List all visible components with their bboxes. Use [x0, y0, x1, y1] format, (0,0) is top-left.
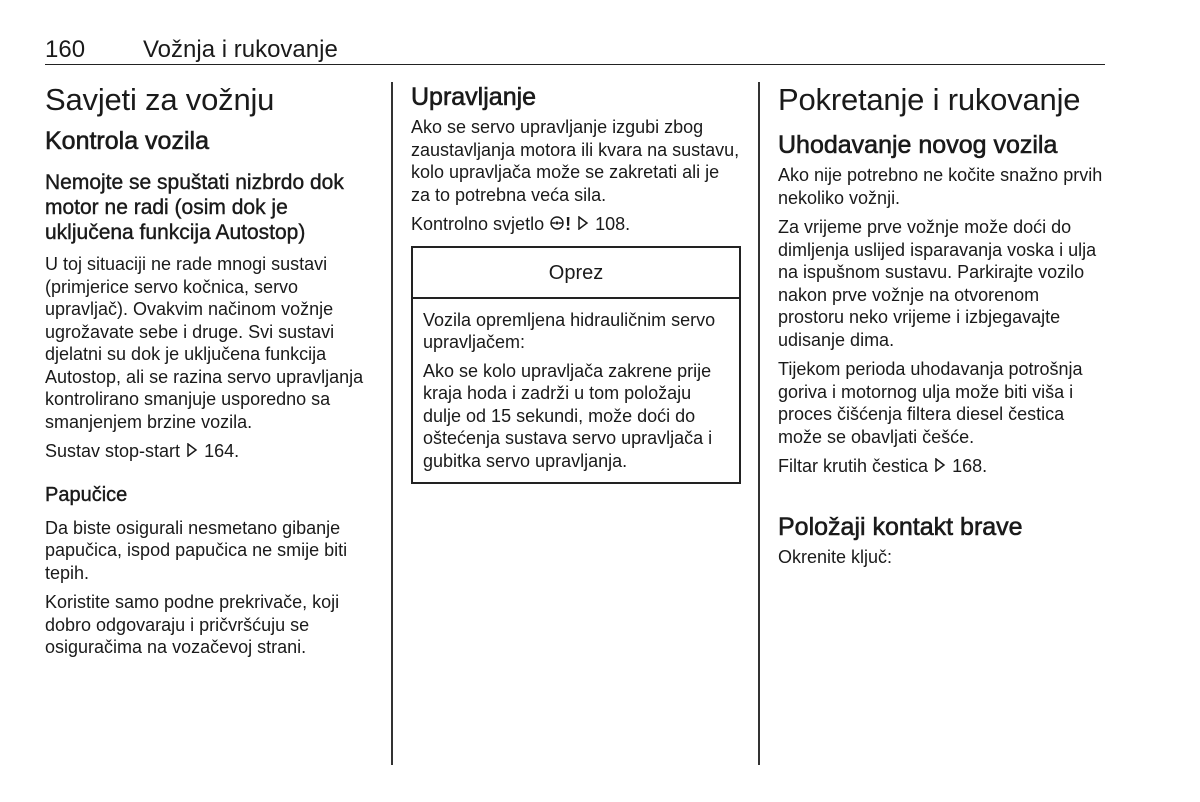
reference-page: 168.	[952, 456, 988, 476]
cross-reference: Sustav stop-start 164.	[45, 441, 240, 461]
arrow-reference-icon	[185, 440, 199, 463]
paragraph: Da biste osigurali nesmetano gibanje papučica, ispod papučica ne smije biti tepih.	[45, 517, 348, 583]
subsection-heading-pedals: Papučice	[45, 483, 128, 506]
section-title: Pokretanje i rukovanje	[778, 82, 1081, 117]
column-divider-2	[758, 82, 760, 765]
caution-paragraph: Ako se kolo upravljača zakrene prije kraja hoda i zadrži u tom položaju dulje od 15 sekundi, može doći do oštećenja sustava servo upravljača i gubitka servo upravljanja.	[423, 360, 713, 471]
reference-page: 108.	[595, 214, 631, 234]
page-number: 160	[45, 36, 86, 63]
paragraph: Ako nije potrebno ne kočite snažno prvih nekoliko vožnji.	[778, 165, 1103, 208]
caution-body	[413, 299, 739, 483]
column-left	[45, 82, 375, 666]
paragraph: Tijekom perioda uhodavanja potrošnja goriva i motornog ulja može biti viša i proces čišćenja filtera diesel čestica može se obavljati češće.	[778, 359, 1083, 447]
subsection-title: Položaji kontakt brave	[778, 512, 1023, 541]
warning-heading: Nemojte se spuštati nizbrdo dok motor ne radi (osim dok je uključena funkcija Autostop)	[45, 171, 344, 244]
steering-heading: Upravljanje	[411, 83, 537, 111]
paragraph: Ako se servo upravljanje izgubi zbog zaustavljanja motora ili kvara na sustavu, kolo upravljača može se zakretati ali je za to potrebna veća sila.	[411, 117, 740, 205]
subsection-title: Kontrola vozila	[45, 127, 209, 155]
column-middle	[411, 82, 741, 484]
paragraph: Za vrijeme prve vožnje može doći do dimljenja uslijed isparavanja voska i ulja na ispušnom sustavu. Parkirajte vozilo nakon prve vožnje na otvorenom prostoru neko vrijeme i izbjegavajte udisanje dima.	[778, 217, 1097, 350]
page-header	[45, 36, 1105, 65]
paragraph: Okrenite ključ:	[778, 546, 893, 567]
reference-page: 164.	[204, 441, 240, 461]
paragraph: U toj situaciji ne rade mnogi sustavi (primjerice servo kočnica, servo upravljač). Ovakvim načinom vožnje ugrožavate sebe i druge. Svi sustavi djelatni su dok je uključena funkcija Autostop, ali se razina servo upravljanja kontrolirano smanjuje usporedno sa smanjenjem brzine vozila.	[45, 254, 364, 432]
cross-reference: Kontrolno svjetlo ! 108.	[411, 214, 631, 234]
caution-paragraph: Vozila opremljena hidrauličnim servo upravljačem:	[423, 309, 716, 352]
steering-wheel-warning-icon: !	[549, 213, 571, 236]
cross-reference: Filtar krutih čestica 168.	[778, 456, 988, 476]
column-right	[778, 82, 1108, 575]
caution-box	[411, 246, 741, 485]
subsection-title: Uhodavanje novog vozila	[778, 131, 1058, 159]
chapter-title: Vožnja i rukovanje	[143, 36, 338, 63]
arrow-reference-icon	[933, 455, 947, 478]
arrow-reference-icon	[576, 213, 590, 236]
section-title: Savjeti za vožnju	[45, 82, 275, 117]
paragraph: Koristite samo podne prekrivače, koji dobro odgovaraju i pričvršćuju se osiguračima na vozačevoj strani.	[45, 592, 340, 657]
column-divider-1	[391, 82, 393, 765]
caution-title: Oprez	[413, 248, 739, 299]
